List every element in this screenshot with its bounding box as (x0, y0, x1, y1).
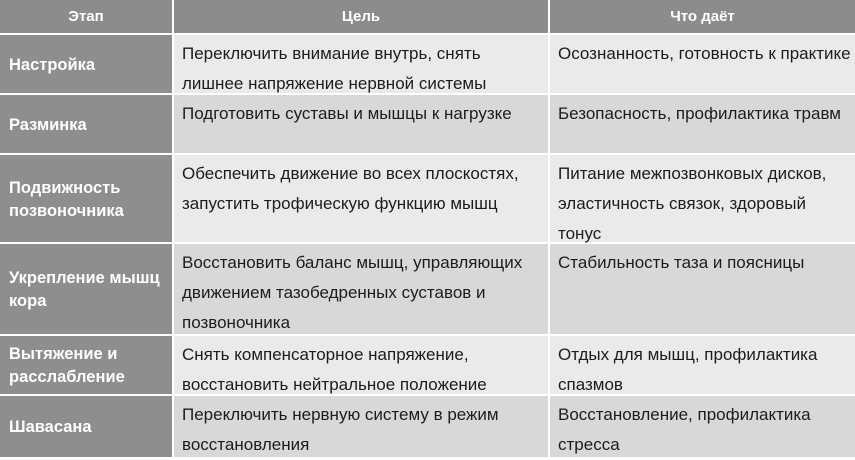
header-benefit: Что даёт (548, 0, 855, 33)
stage-cell (0, 336, 172, 394)
table-row (0, 155, 855, 242)
benefit-cell: Отдых для мышц, профилактика спазмов (548, 336, 855, 394)
table-row (0, 396, 855, 457)
stage-label: Настройка (9, 55, 96, 74)
benefit-cell: Осознанность, готовность к практике (548, 35, 855, 93)
table-row (0, 95, 855, 153)
stage-label: Подвижность позвоночника (9, 178, 124, 220)
stage-cell (0, 396, 172, 457)
table-row (0, 336, 855, 394)
stage-label: Шавасана (9, 418, 92, 436)
goal-cell: Снять компенсаторное напряжение, восстановить нейтральное положение (172, 336, 548, 394)
goal-cell: Восстановить баланс мышц, управляющих движением тазобедренных суставов и позвоночника (172, 244, 548, 334)
stage-label: Вытяжение и расслабление (9, 345, 125, 386)
table-row (0, 244, 855, 334)
stage-cell (0, 155, 172, 242)
benefit-cell: Безопасность, профилактика травм (548, 95, 855, 153)
table-header (0, 0, 855, 33)
benefit-cell: Питание межпозвонковых дисков, эластичность связок, здоровый тонус (548, 155, 855, 242)
benefit-cell: Восстановление, профилактика стресса (548, 396, 855, 457)
header-goal: Цель (172, 0, 548, 33)
stage-label: Укрепление мышц кора (9, 269, 160, 310)
stage-label: Разминка (9, 115, 87, 134)
stage-cell (0, 244, 172, 334)
goal-cell: Подготовить суставы и мышцы к нагрузке (172, 95, 548, 153)
goal-cell: Обеспечить движение во всех плоскостях, запустить трофическую функцию мышц (172, 155, 548, 242)
table-row (0, 35, 855, 93)
stage-cell (0, 95, 172, 153)
benefit-cell: Стабильность таза и поясницы (548, 244, 855, 334)
goal-cell: Переключить внимание внутрь, снять лишнее напряжение нервной системы (172, 35, 548, 93)
header-stage: Этап (68, 8, 104, 25)
stage-cell (0, 35, 172, 93)
goal-cell: Переключить нервную систему в режим восстановления (172, 396, 548, 457)
